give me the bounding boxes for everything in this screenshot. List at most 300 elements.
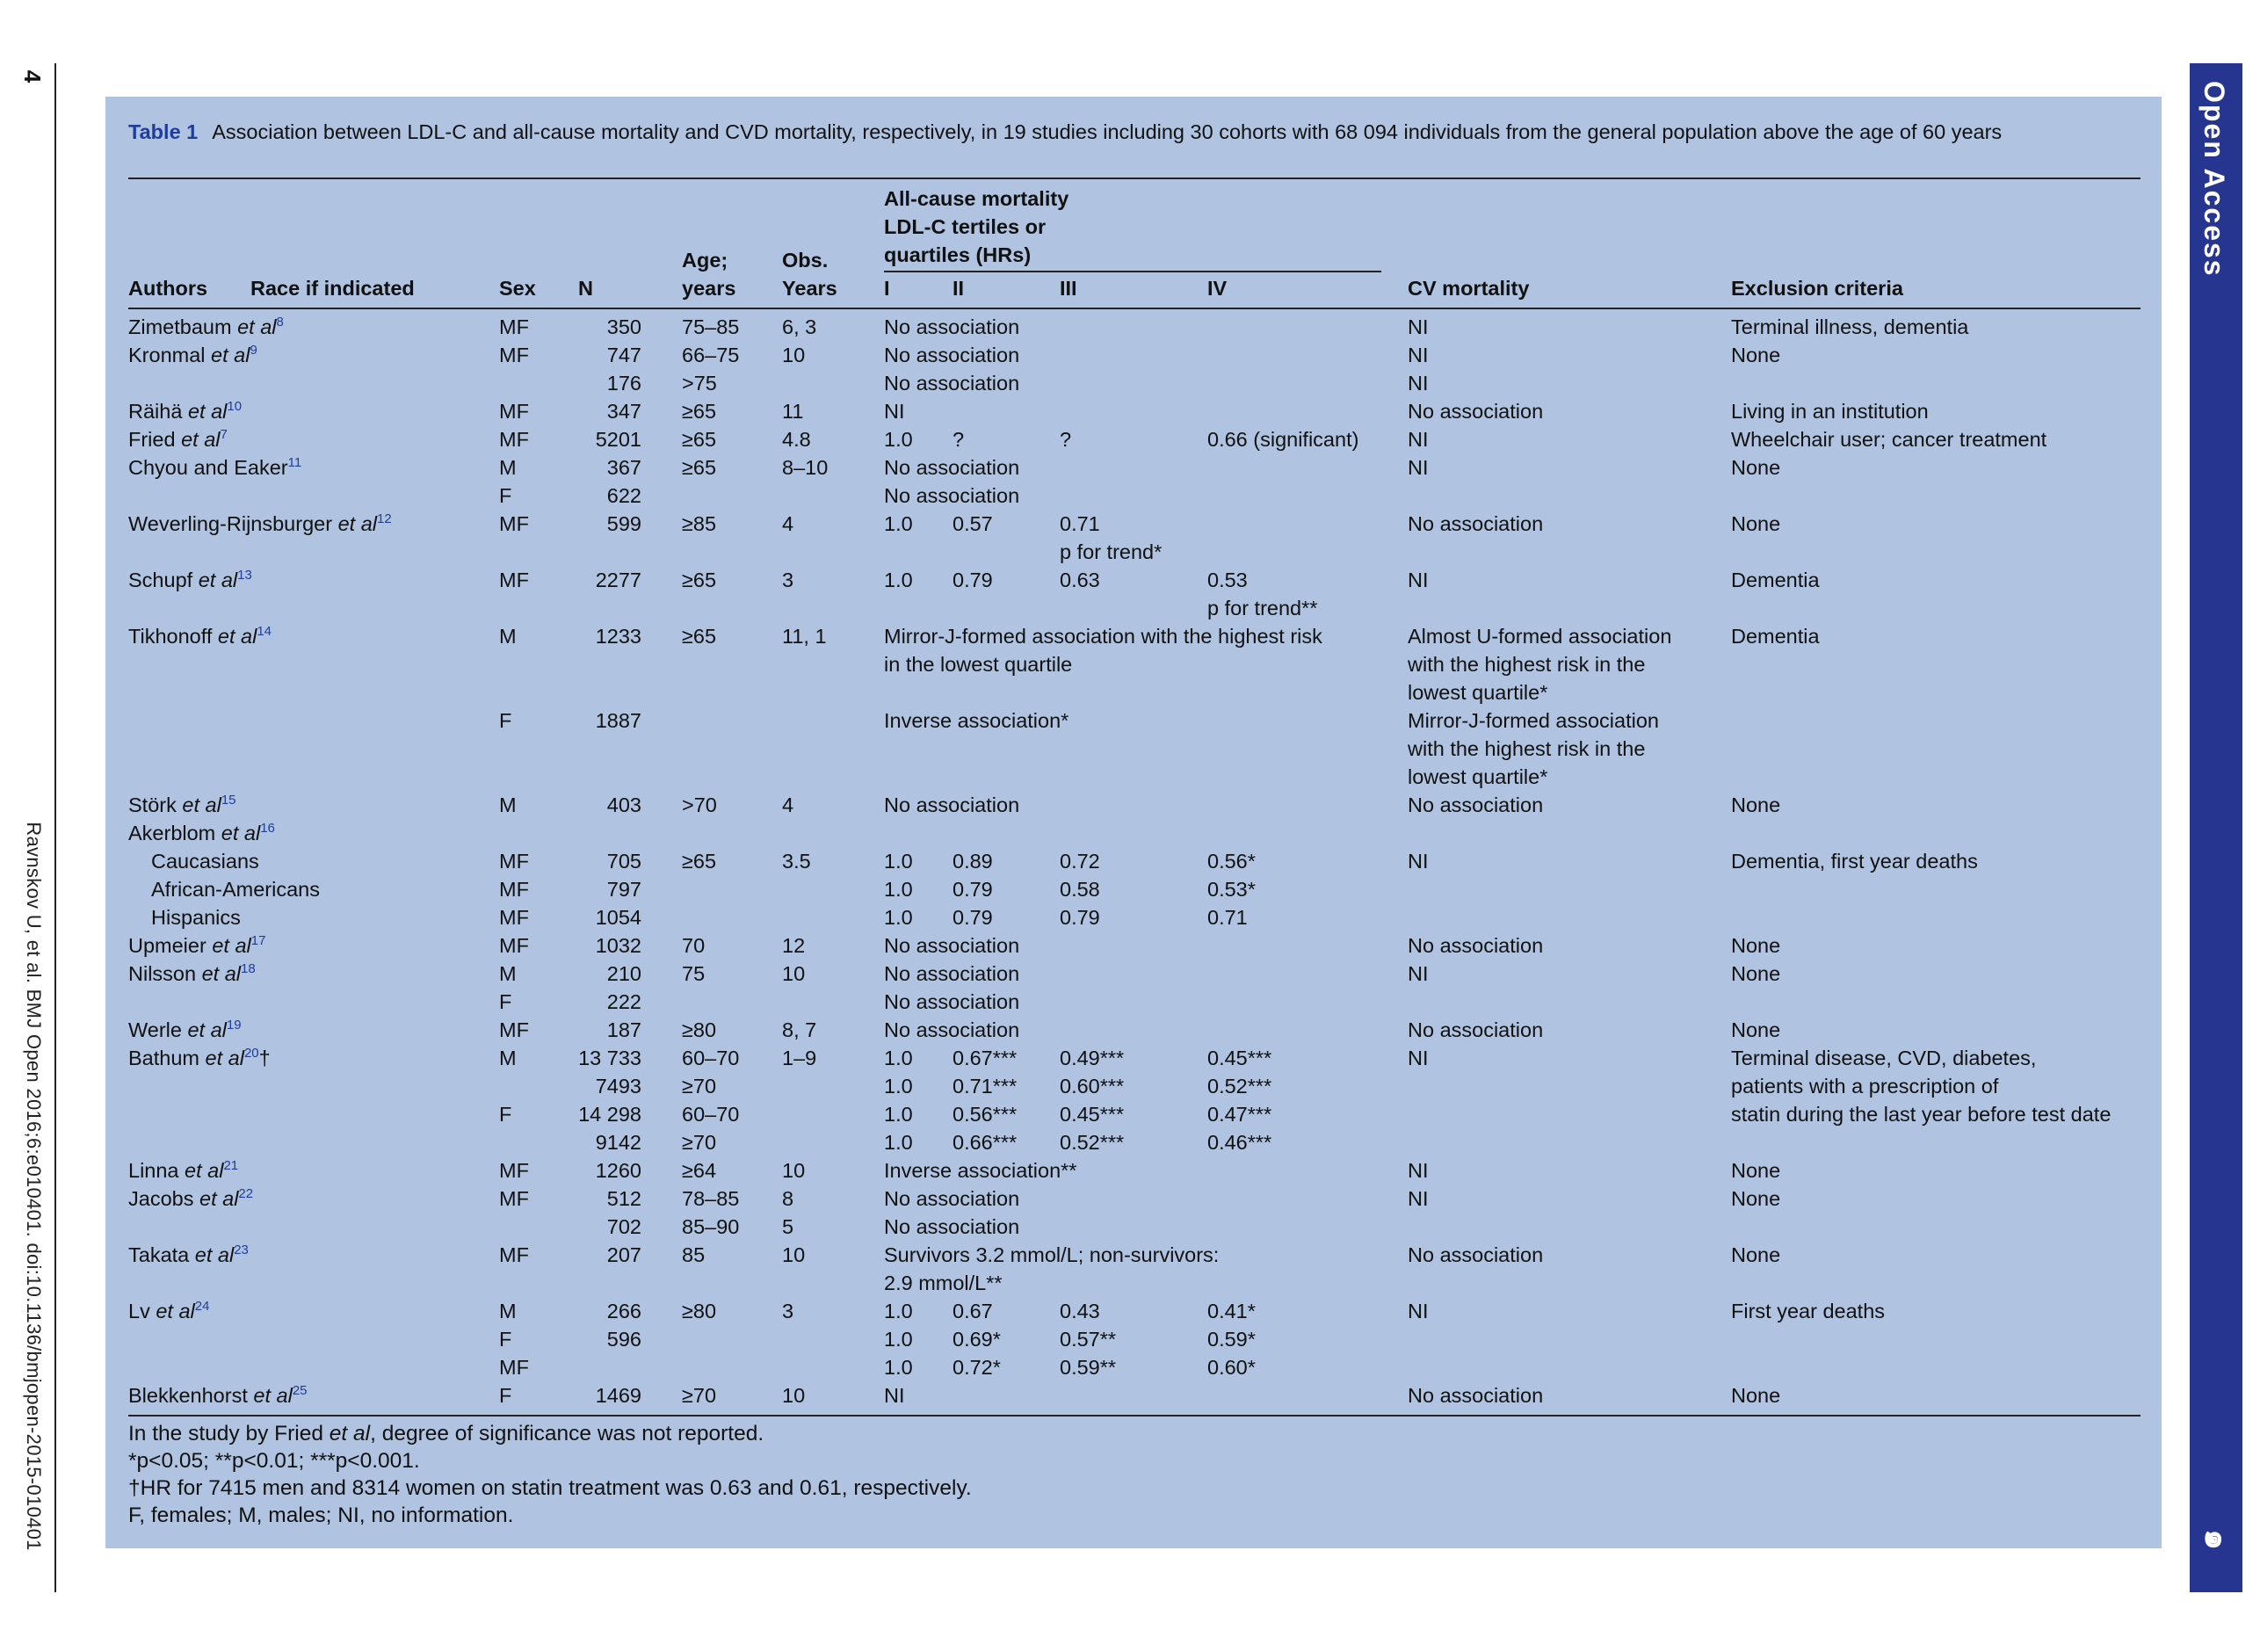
- cell-sex: F: [499, 484, 512, 507]
- side-citation-text: Ravnskov U, et al. BMJ Open 2016;6:e010401. doi:10.1136/bmjopen-2015-010401: [23, 822, 45, 1551]
- cell-q3: 0.71: [1060, 512, 1100, 535]
- cell-sex: MF: [499, 934, 529, 957]
- table-row: [105, 763, 2162, 791]
- cell-cv-mortality: No association: [1408, 1018, 1544, 1041]
- cell-age: 70: [682, 934, 706, 957]
- table-row: [105, 791, 2162, 819]
- cell-obs: 4: [782, 793, 794, 816]
- cell-n: 367: [606, 456, 641, 479]
- table-panel: [105, 97, 2162, 1548]
- cell-n: 207: [606, 1243, 641, 1266]
- cell-q1: No association: [884, 793, 1020, 816]
- cell-q1: 1.0: [884, 1131, 913, 1154]
- cell-exclusion: None: [1731, 1159, 1781, 1182]
- header-age-1: Age;: [682, 249, 728, 272]
- cell-exclusion: None: [1731, 344, 1781, 366]
- cell-n: 13 733: [578, 1047, 641, 1069]
- cell-n: 702: [606, 1215, 641, 1238]
- cell-author: Fried et $al^7$: [128, 427, 228, 451]
- cell-obs: 6, 3: [782, 315, 817, 338]
- table-row: [105, 369, 2162, 397]
- reference-link[interactable]: 17: [250, 933, 266, 949]
- cell-q3: 0.79: [1060, 906, 1100, 929]
- cell-obs: 1–9: [782, 1047, 817, 1069]
- cell-n: 187: [606, 1018, 641, 1041]
- cell-obs: 11, 1: [782, 625, 827, 648]
- top-rule: [128, 178, 2140, 179]
- cell-author: Blekkenhorst et $al^{25}$: [128, 1383, 308, 1407]
- cell-age: 78–85: [682, 1187, 740, 1210]
- table-row: [105, 566, 2162, 594]
- table-row: [105, 960, 2162, 988]
- cell-sex: MF: [499, 512, 529, 535]
- cell-q4: 0.52***: [1207, 1075, 1272, 1098]
- cell-q4: 0.45***: [1207, 1047, 1272, 1069]
- cell-q1: Inverse association**: [884, 1159, 1077, 1182]
- table-row: [105, 988, 2162, 1016]
- bottom-rule: [128, 1415, 2140, 1417]
- cell-cv-mortality: No association: [1408, 793, 1544, 816]
- cell-n: 1469: [595, 1384, 641, 1407]
- reference-link[interactable]: 11: [287, 455, 302, 471]
- cell-q3: p for trend*: [1060, 540, 1163, 563]
- cell-age: ≥64: [682, 1159, 717, 1182]
- cell-exclusion: Terminal disease, CVD, diabetes,: [1731, 1047, 2037, 1069]
- cell-n: 747: [606, 344, 641, 366]
- footnote-statin: †HR for 7415 men and 8314 women on statin treatment was 0.63 and 0.61, respectively.: [128, 1476, 972, 1500]
- cell-q1: Mirror-J-formed association with the highest risk: [884, 625, 1322, 648]
- margin-rule: [54, 63, 56, 1592]
- cell-sex: MF: [499, 344, 529, 366]
- cell-q1: Inverse association*: [884, 709, 1069, 732]
- header-age-2: years: [682, 277, 736, 300]
- reference-link[interactable]: 15: [221, 793, 236, 808]
- cell-age: 75: [682, 962, 706, 985]
- cell-age: 60–70: [682, 1047, 740, 1069]
- reference-link[interactable]: 20: [243, 1046, 259, 1061]
- cell-age: ≥80: [682, 1018, 717, 1041]
- cell-author: Takata et $al^{23}$: [128, 1243, 249, 1266]
- cell-q1: 2.9 mmol/L**: [884, 1272, 1003, 1294]
- cell-cv-mortality: No association: [1408, 512, 1544, 535]
- cell-exclusion: Wheelchair user; cancer treatment: [1731, 428, 2047, 451]
- cell-n: 347: [606, 400, 641, 423]
- cell-sex: M: [499, 625, 517, 648]
- header-obs-1: Obs.: [782, 249, 829, 272]
- cell-n: 622: [606, 484, 641, 507]
- cell-q3: 0.59**: [1060, 1356, 1117, 1379]
- table-row: [105, 482, 2162, 510]
- table-row: [105, 650, 2162, 678]
- table-label: Table 1: [128, 120, 199, 143]
- cell-exclusion: Dementia: [1731, 569, 1820, 591]
- cell-author: African-Americans: [151, 878, 320, 901]
- open-access-bar: [2190, 63, 2242, 1592]
- cell-q1: No association: [884, 1018, 1020, 1041]
- reference-link[interactable]: 21: [223, 1158, 239, 1174]
- cell-exclusion: First year deaths: [1731, 1300, 1886, 1322]
- cell-exclusion: None: [1731, 793, 1781, 816]
- header-all-cause-3: quartiles (HRs): [884, 243, 1032, 266]
- cell-q2: ?: [953, 428, 965, 451]
- cell-cv-mortality: NI: [1408, 1159, 1429, 1182]
- table-caption-text: Association between LDL-C and all-cause mortality and CVD mortality, respectively, in 19 studies including 30 cohorts with 68 094 individuals from the general population above the age of 60 years: [212, 120, 2003, 143]
- cell-n: 705: [606, 850, 641, 873]
- cell-sex: F: [499, 709, 512, 732]
- cell-cv-mortality: lowest quartile*: [1408, 681, 1548, 704]
- cell-q1: NI: [884, 1384, 905, 1407]
- header-exclusion: Exclusion criteria: [1731, 277, 1903, 300]
- cell-q1: 1.0: [884, 428, 913, 451]
- table-row: [105, 510, 2162, 538]
- cell-author: Hispanics: [151, 906, 241, 929]
- cell-q1: No association: [884, 456, 1020, 479]
- cell-age: 85: [682, 1243, 706, 1266]
- table-row: [105, 453, 2162, 482]
- cell-sex: MF: [499, 1018, 529, 1041]
- cell-n: 596: [606, 1328, 641, 1351]
- cell-age: ≥65: [682, 428, 717, 451]
- cell-q3: 0.60***: [1060, 1075, 1125, 1098]
- cell-q1: in the lowest quartile: [884, 653, 1073, 676]
- cell-author: Chyou and Eaker$^{11}$: [128, 455, 302, 479]
- cell-obs: 3: [782, 569, 794, 591]
- cell-cv-mortality: NI: [1408, 315, 1429, 338]
- cell-q2: 0.79: [953, 906, 993, 929]
- table-row: [105, 1325, 2162, 1353]
- reference-link[interactable]: 13: [237, 568, 252, 583]
- open-access-label: Open Access: [2198, 81, 2230, 278]
- cell-n: 1260: [595, 1159, 641, 1182]
- cell-sex: MF: [499, 400, 529, 423]
- table-row: [105, 313, 2162, 341]
- header-sex: Sex: [499, 277, 536, 300]
- cell-exclusion: None: [1731, 1384, 1781, 1407]
- cell-obs: 4: [782, 512, 794, 535]
- reference-link[interactable]: 18: [241, 961, 256, 977]
- reference-link[interactable]: 19: [226, 1018, 242, 1033]
- cell-q1: No association: [884, 934, 1020, 957]
- cell-author: Upmeier et $al^{17}$: [128, 933, 266, 957]
- cell-obs: 11: [782, 400, 804, 423]
- cell-q2: 0.71***: [953, 1075, 1018, 1098]
- cell-obs: 8–10: [782, 456, 829, 479]
- table-row: [105, 1297, 2162, 1325]
- cell-n: 210: [606, 962, 641, 985]
- table-row: [105, 735, 2162, 763]
- cell-sex: F: [499, 1384, 512, 1407]
- cell-exclusion: statin during the last year before test date: [1731, 1103, 2112, 1126]
- cell-q3: 0.58: [1060, 878, 1100, 901]
- cell-cv-mortality: NI: [1408, 850, 1429, 873]
- cell-q1: No association: [884, 344, 1020, 366]
- cell-age: ≥65: [682, 625, 717, 648]
- cell-q2: 0.72*: [953, 1356, 1001, 1379]
- cell-cv-mortality: No association: [1408, 400, 1544, 423]
- header-race: Race if indicated: [250, 277, 415, 300]
- open-access-icon: ๑: [2198, 1528, 2235, 1551]
- cell-q1: No association: [884, 372, 1020, 395]
- cell-q1: 1.0: [884, 906, 913, 929]
- cell-cv-mortality: NI: [1408, 1187, 1429, 1210]
- cell-sex: MF: [499, 1159, 529, 1182]
- cell-sex: M: [499, 962, 517, 985]
- cell-author: Linna et $al^{21}$: [128, 1158, 239, 1182]
- table-row: [105, 706, 2162, 735]
- cell-q3: 0.72: [1060, 850, 1100, 873]
- header-n: N: [578, 277, 593, 300]
- cell-n: 1887: [595, 709, 641, 732]
- cell-n: 266: [606, 1300, 641, 1322]
- cell-author: Bathum et $al^{20}\dagger$: [128, 1046, 271, 1069]
- cell-sex: F: [499, 1103, 512, 1126]
- cell-sex: F: [499, 1328, 512, 1351]
- header-cv-mortality: CV mortality: [1408, 277, 1530, 300]
- cell-cv-mortality: NI: [1408, 372, 1429, 395]
- reference-link[interactable]: 9: [250, 343, 257, 359]
- cell-n: 5201: [595, 428, 641, 451]
- cell-q3: 0.57**: [1060, 1328, 1117, 1351]
- cell-q4: 0.59*: [1207, 1328, 1256, 1351]
- table-row: [105, 1213, 2162, 1241]
- cell-cv-mortality: No association: [1408, 1243, 1544, 1266]
- cell-q4: 0.66 (significant): [1207, 428, 1359, 451]
- cell-cv-mortality: No association: [1408, 934, 1544, 957]
- cell-sex: M: [499, 793, 517, 816]
- cell-n: 2277: [595, 569, 641, 591]
- cell-sex: MF: [499, 906, 529, 929]
- cell-q1: 1.0: [884, 1075, 913, 1098]
- cell-n: 14 298: [578, 1103, 641, 1126]
- cell-q2: 0.67***: [953, 1047, 1018, 1069]
- cell-sex: MF: [499, 428, 529, 451]
- reference-link[interactable]: 23: [234, 1243, 249, 1258]
- cell-age: 75–85: [682, 315, 740, 338]
- reference-link[interactable]: 7: [220, 427, 228, 443]
- footnote-abbreviations: F, females; M, males; NI, no information.: [128, 1503, 514, 1527]
- table-caption: [128, 118, 2105, 146]
- cell-q4: 0.71: [1207, 906, 1248, 929]
- cell-obs: 10: [782, 344, 806, 366]
- reference-link[interactable]: 8: [276, 315, 284, 330]
- cell-obs: 8: [782, 1187, 794, 1210]
- cell-sex: MF: [499, 569, 529, 591]
- cell-cv-mortality: No association: [1408, 1384, 1544, 1407]
- header-q3: III: [1060, 277, 1077, 300]
- cell-cv-mortality: NI: [1408, 456, 1429, 479]
- cell-obs: 10: [782, 1243, 806, 1266]
- cell-q1: 1.0: [884, 1328, 913, 1351]
- header-authors: Authors: [128, 277, 208, 300]
- reference-link[interactable]: 24: [194, 1299, 210, 1315]
- cell-obs: 3.5: [782, 850, 811, 873]
- cell-q3: 0.43: [1060, 1300, 1100, 1322]
- cell-age: 60–70: [682, 1103, 740, 1126]
- table-row: [105, 1353, 2162, 1381]
- cell-q2: 0.69*: [953, 1328, 1001, 1351]
- cell-age: ≥65: [682, 400, 717, 423]
- cell-n: 1032: [595, 934, 641, 957]
- table-row: [105, 425, 2162, 453]
- cell-q1: NI: [884, 400, 905, 423]
- cell-author: Kronmal et $al^9$: [128, 343, 257, 366]
- cell-exclusion: None: [1731, 456, 1781, 479]
- cell-sex: MF: [499, 878, 529, 901]
- cell-n: 176: [606, 372, 641, 395]
- cell-exclusion: None: [1731, 1187, 1781, 1210]
- table-row: [105, 1269, 2162, 1297]
- footnote-fried: In the study by Fried et al, degree of significance was not reported.: [128, 1422, 764, 1446]
- cell-age: ≥70: [682, 1131, 717, 1154]
- cell-q1: 1.0: [884, 1103, 913, 1126]
- table-row: [105, 622, 2162, 650]
- cell-exclusion: Dementia: [1731, 625, 1820, 648]
- table-row: [105, 538, 2162, 566]
- reference-link[interactable]: 16: [260, 821, 275, 837]
- cell-age: ≥70: [682, 1384, 717, 1407]
- table-row: [105, 819, 2162, 847]
- reference-link[interactable]: 10: [227, 399, 243, 415]
- cell-sex: MF: [499, 315, 529, 338]
- cell-q2: 0.56***: [953, 1103, 1018, 1126]
- reference-link[interactable]: 22: [238, 1186, 254, 1202]
- table-row: [105, 1241, 2162, 1269]
- cell-obs: 10: [782, 1384, 806, 1407]
- cell-age: ≥85: [682, 512, 717, 535]
- cell-n: 403: [606, 793, 641, 816]
- cell-sex: MF: [499, 1356, 529, 1379]
- cell-author: Schupf et $al^{13}$: [128, 568, 252, 591]
- header-q2: II: [953, 277, 965, 300]
- cell-sex: M: [499, 456, 517, 479]
- cell-n: 7493: [595, 1075, 641, 1098]
- cell-exclusion: Terminal illness, dementia: [1731, 315, 1969, 338]
- reference-link[interactable]: 25: [292, 1383, 308, 1399]
- table-row: [105, 594, 2162, 622]
- cell-cv-mortality: NI: [1408, 344, 1429, 366]
- cell-age: >75: [682, 372, 717, 395]
- cell-cv-mortality: Mirror-J-formed association: [1408, 709, 1659, 732]
- cell-q2: 0.89: [953, 850, 993, 873]
- cell-q1: 1.0: [884, 1300, 913, 1322]
- cell-age: ≥65: [682, 569, 717, 591]
- cell-q1: Survivors 3.2 mmol/L; non-survivors:: [884, 1243, 1220, 1266]
- cell-n: 350: [606, 315, 641, 338]
- cell-exclusion: None: [1731, 1243, 1781, 1266]
- cell-q3: 0.45***: [1060, 1103, 1125, 1126]
- cell-n: 797: [606, 878, 641, 901]
- header-q4: IV: [1207, 277, 1228, 300]
- footnote-significance: *p<0.05; **p<0.01; ***p<0.001.: [128, 1449, 420, 1473]
- cell-age: ≥80: [682, 1300, 717, 1322]
- cell-q1: 1.0: [884, 1356, 913, 1379]
- cell-q3: ?: [1060, 428, 1072, 451]
- cell-author: Tikhonoff et $al^{14}$: [128, 624, 272, 648]
- reference-link[interactable]: 14: [257, 624, 272, 640]
- cell-age: ≥65: [682, 850, 717, 873]
- cell-cv-mortality: with the highest risk in the: [1408, 653, 1646, 676]
- table-row: [105, 1100, 2162, 1128]
- cell-q1: No association: [884, 990, 1020, 1013]
- table-row: [105, 341, 2162, 369]
- cell-sex: M: [499, 1047, 517, 1069]
- cell-author: Caucasians: [151, 850, 259, 873]
- cell-exclusion: None: [1731, 962, 1781, 985]
- cell-n: 599: [606, 512, 641, 535]
- cell-author: Jacobs et $al^{22}$: [128, 1186, 254, 1210]
- cell-cv-mortality: NI: [1408, 962, 1429, 985]
- cell-exclusion: None: [1731, 512, 1781, 535]
- cell-author: Werle et $al^{19}$: [128, 1018, 242, 1041]
- cell-age: ≥70: [682, 1075, 717, 1098]
- table-row: [105, 678, 2162, 706]
- cell-q4: 0.53: [1207, 569, 1248, 591]
- table-row: [105, 1044, 2162, 1072]
- cell-age: ≥65: [682, 456, 717, 479]
- table-footnotes: [128, 1420, 972, 1529]
- table-row: [105, 1156, 2162, 1185]
- cell-age: 66–75: [682, 344, 740, 366]
- cell-n: 1054: [595, 906, 641, 929]
- cell-sex: MF: [499, 1243, 529, 1266]
- cell-cv-mortality: with the highest risk in the: [1408, 737, 1646, 760]
- cell-q2: 0.79: [953, 878, 993, 901]
- cell-q3: 0.52***: [1060, 1131, 1125, 1154]
- cell-q4: 0.41*: [1207, 1300, 1256, 1322]
- cell-cv-mortality: NI: [1408, 569, 1429, 591]
- cell-sex: M: [499, 1300, 517, 1322]
- header-all-cause-1: All-cause mortality: [884, 187, 1069, 210]
- cell-author: Weverling-Rijnsburger et $al^{12}$: [128, 511, 392, 535]
- cell-cv-mortality: NI: [1408, 428, 1429, 451]
- table-row: [105, 1016, 2162, 1044]
- cell-q4: 0.47***: [1207, 1103, 1272, 1126]
- cell-obs: 4.8: [782, 428, 811, 451]
- cell-q1: No association: [884, 1187, 1020, 1210]
- cell-exclusion: Dementia, first year deaths: [1731, 850, 1978, 873]
- cell-exclusion: Living in an institution: [1731, 400, 1929, 423]
- reference-link[interactable]: 12: [377, 511, 392, 527]
- cell-q2: 0.57: [953, 512, 993, 535]
- cell-author: Zimetbaum et $al^8$: [128, 315, 284, 338]
- cell-q1: No association: [884, 315, 1020, 338]
- cell-author: Lv et $al^{24}$: [128, 1299, 210, 1322]
- table-row: [105, 875, 2162, 903]
- cell-q1: No association: [884, 1215, 1020, 1238]
- table-row: [105, 847, 2162, 875]
- cell-obs: 3: [782, 1300, 794, 1322]
- all-cause-subrule: [884, 271, 1381, 272]
- cell-age: 85–90: [682, 1215, 740, 1238]
- cell-q4: p for trend**: [1207, 597, 1318, 620]
- cell-q2: 0.66***: [953, 1131, 1018, 1154]
- cell-sex: F: [499, 990, 512, 1013]
- cell-obs: 12: [782, 934, 806, 957]
- cell-q1: 1.0: [884, 1047, 913, 1069]
- cell-sex: MF: [499, 1187, 529, 1210]
- table-row: [105, 1381, 2162, 1409]
- cell-author: Räihä et $al^{10}$: [128, 399, 243, 423]
- page-number: 4: [19, 69, 46, 83]
- cell-q4: 0.60*: [1207, 1356, 1256, 1379]
- cell-exclusion: None: [1731, 934, 1781, 957]
- header-q1: I: [884, 277, 890, 300]
- cell-q2: 0.79: [953, 569, 993, 591]
- table-row: [105, 931, 2162, 960]
- cell-q1: 1.0: [884, 878, 913, 901]
- cell-age: >70: [682, 793, 717, 816]
- cell-q1: No association: [884, 484, 1020, 507]
